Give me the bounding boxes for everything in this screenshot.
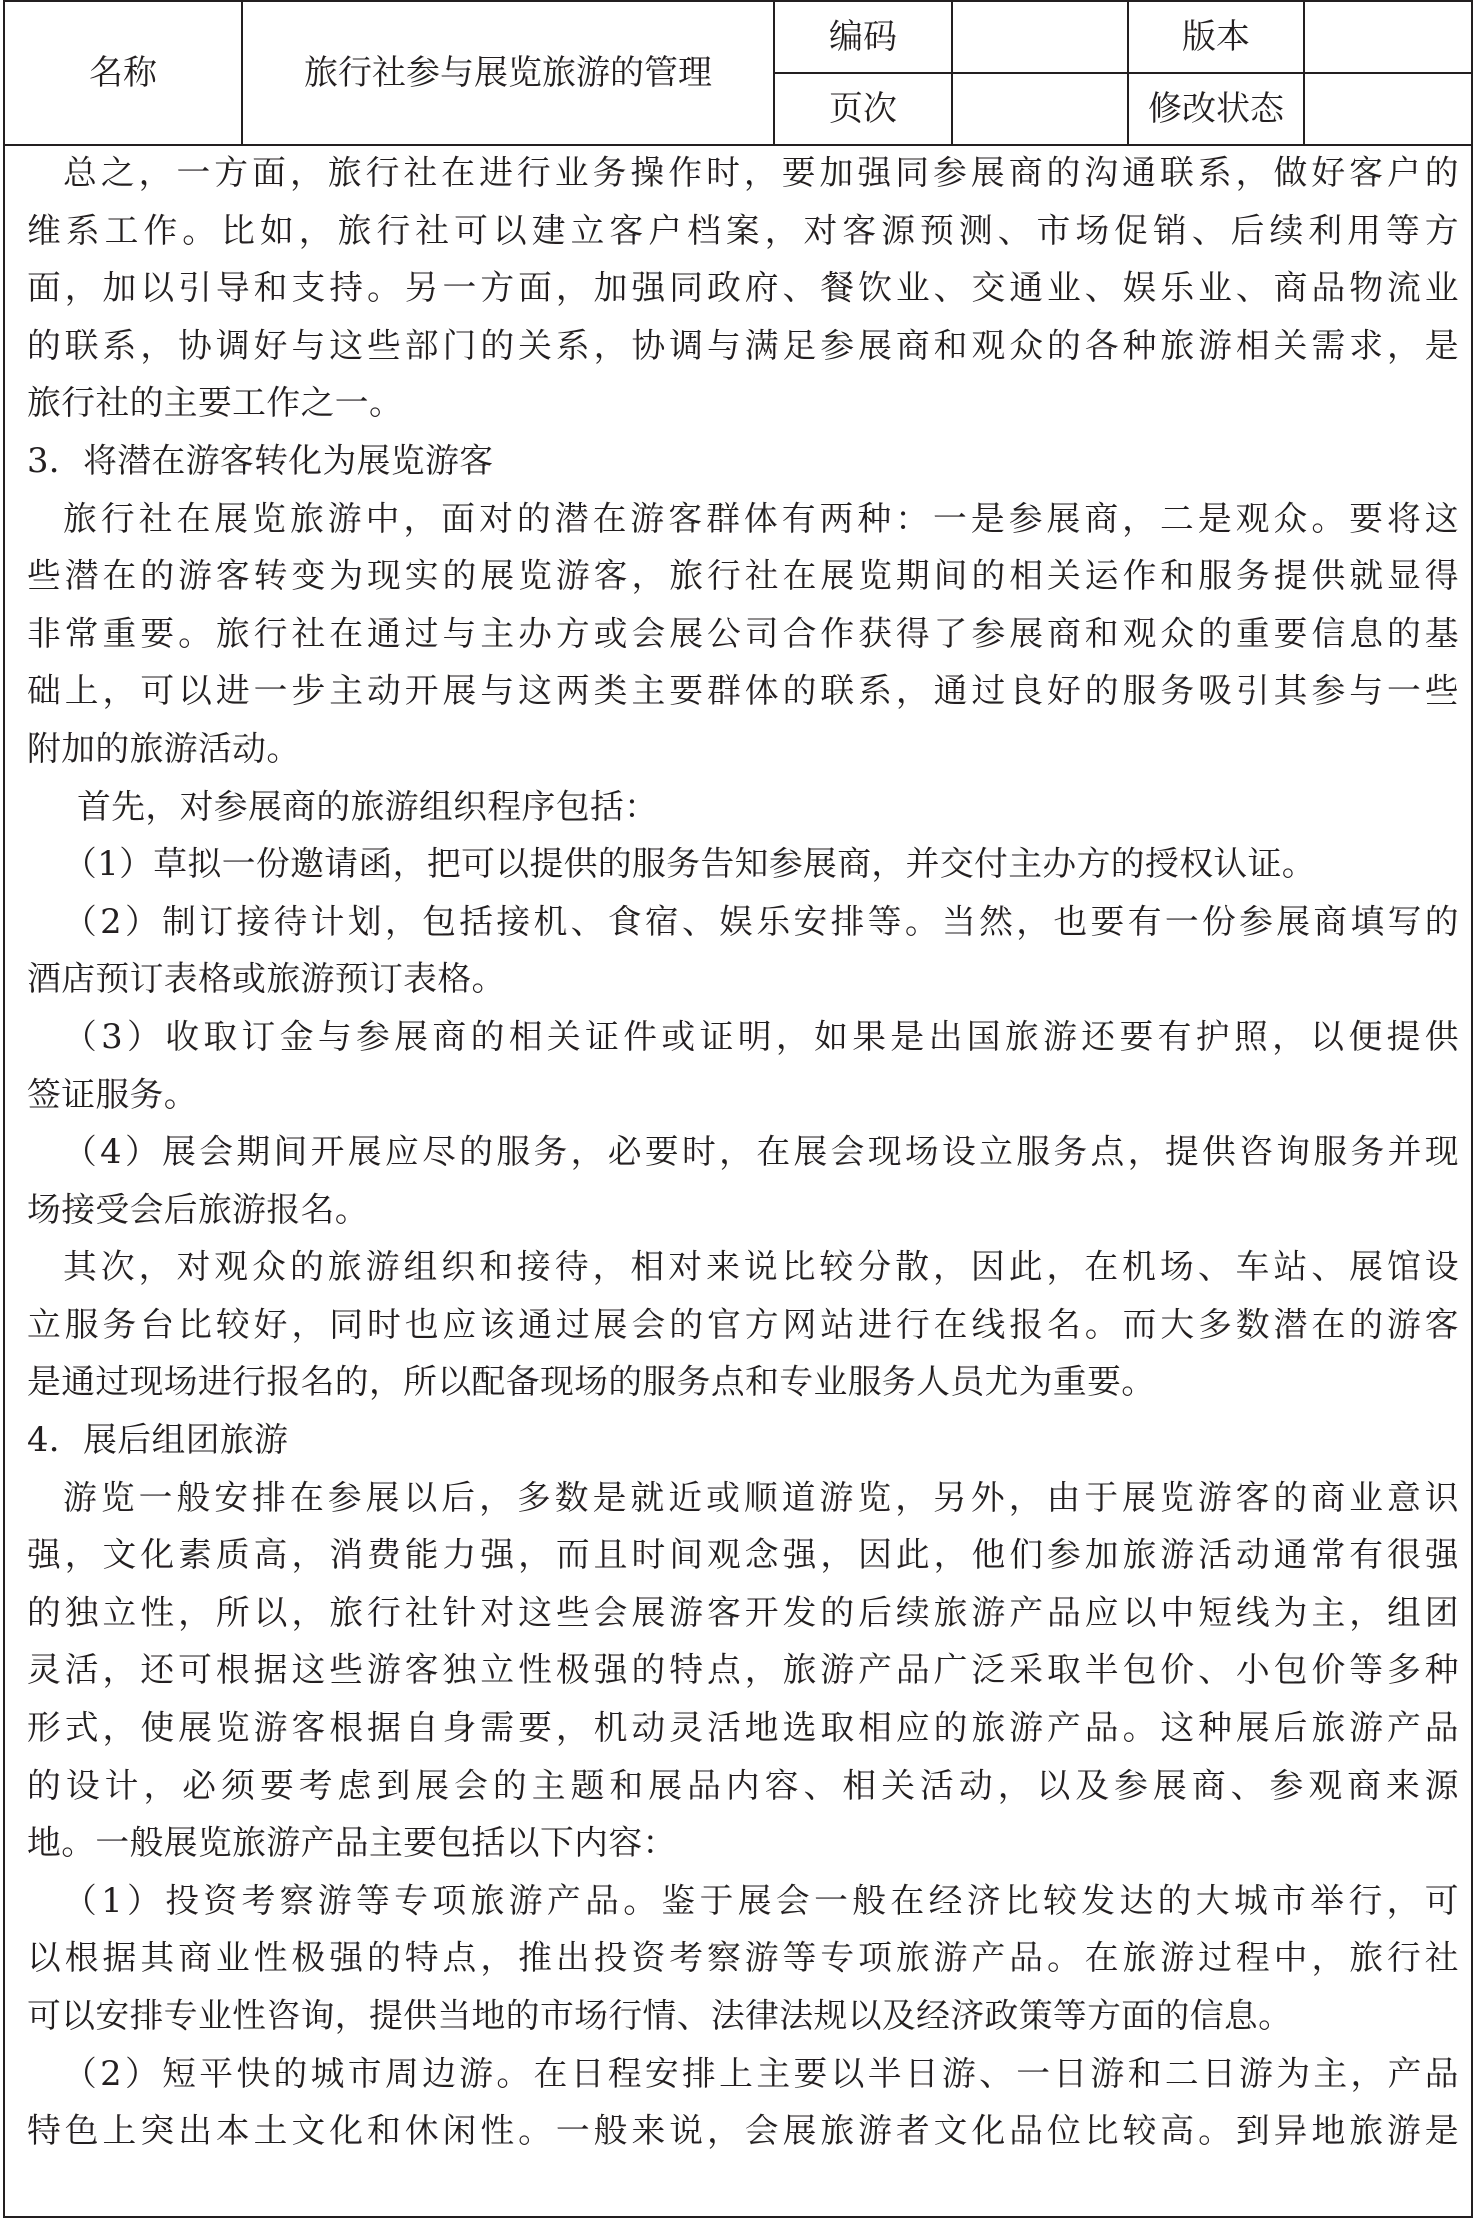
text-line: 签证服务。 bbox=[27, 1074, 198, 1114]
text-line: 游览一般安排在参展以后，多数是就近或顺道游览，另外，由于展览游客的商业意识 bbox=[63, 1477, 1459, 1517]
code-label: 编码 bbox=[829, 17, 897, 57]
text-line: （1）投资考察游等专项旅游产品。鉴于展会一般在经济比较发达的大城市举行，可 bbox=[63, 1880, 1459, 1920]
document-page bbox=[3, 0, 1473, 2218]
page-label: 页次 bbox=[829, 89, 897, 129]
text-line: 灵活，还可根据这些游客独立性极强的特点，旅游产品广泛采取半包价、小包价等多种 bbox=[27, 1650, 1459, 1690]
text-line: 总之，一方面，旅行社在进行业务操作时，要加强同参展商的沟通联系，做好客户的 bbox=[63, 153, 1459, 192]
text-line: 地。一般展览旅游产品主要包括以下内容： bbox=[27, 1823, 677, 1863]
document-title: 旅行社参与展览旅游的管理 bbox=[304, 53, 712, 93]
section-heading: 3．将潜在游客转化为展览游客 bbox=[27, 440, 494, 480]
version-value bbox=[1305, 2, 1471, 72]
name-label: 名称 bbox=[89, 53, 157, 93]
text-line: 面，加以引导和支持。另一方面，加强同政府、餐饮业、交通业、娱乐业、商品物流业 bbox=[27, 268, 1459, 308]
text-line: 的独立性，所以，旅行社针对这些会展游客开发的后续旅游产品应以中短线为主，组团 bbox=[27, 1592, 1459, 1632]
header-table bbox=[5, 2, 1471, 146]
text-line: 附加的旅游活动。 bbox=[27, 728, 301, 768]
text-line: 立服务台比较好，同时也应该通过展会的官方网站进行在线报名。而大多数潜在的游客 bbox=[27, 1304, 1459, 1344]
text-line: 旅行社在展览旅游中，面对的潜在游客群体有两种：一是参展商，二是观众。要将这 bbox=[63, 498, 1459, 538]
text-line: 可以安排专业性咨询，提供当地的市场行情、法律法规以及经济政策等方面的信息。 bbox=[27, 1996, 1293, 2035]
text-line: 些潜在的游客转变为现实的展览游客，旅行社在展览期间的相关运作和服务提供就显得 bbox=[27, 556, 1459, 596]
text-line: 强，文化素质高，消费能力强，而且时间观念强，因此，他们参加旅游活动通常有很强 bbox=[27, 1535, 1459, 1575]
text-line: 以根据其商业性极强的特点，推出投资考察游等专项旅游产品。在旅游过程中，旅行社 bbox=[27, 1938, 1459, 1978]
text-line: （3）收取订金与参展商的相关证件或证明，如果是出国旅游还要有护照，以便提供 bbox=[63, 1016, 1459, 1056]
text-line: 其次，对观众的旅游组织和接待，相对来说比较分散，因此，在机场、车站、展馆设 bbox=[63, 1247, 1459, 1287]
text-line: 维系工作。比如，旅行社可以建立客户档案，对客源预测、市场促销、后续利用等方 bbox=[27, 210, 1459, 250]
text-line: 是通过现场进行报名的，所以配备现场的服务点和专业服务人员尤为重要。 bbox=[27, 1362, 1156, 1402]
text-line: 特色上突出本土文化和休闲性。一般来说，会展旅游者文化品位比较高。到异地旅游是 bbox=[27, 2111, 1459, 2151]
version-label: 版本 bbox=[1182, 17, 1250, 57]
text-line: 旅行社的主要工作之一。 bbox=[27, 383, 404, 423]
status-value bbox=[1305, 74, 1471, 144]
text-line: （2）制订接待计划，包括接机、食宿、娱乐安排等。当然，也要有一份参展商填写的 bbox=[63, 901, 1459, 941]
text-line: 础上，可以进一步主动开展与这两类主要群体的联系，通过良好的服务吸引其参与一些 bbox=[27, 671, 1459, 711]
code-value bbox=[953, 2, 1127, 72]
text-line: （4）展会期间开展应尽的服务，必要时，在展会现场设立服务点，提供咨询服务并现 bbox=[63, 1132, 1459, 1172]
text-line: 首先，对参展商的旅游组织程序包括： bbox=[77, 786, 659, 826]
text-line: 形式，使展览游客根据自身需要，机动灵活地选取相应的旅游产品。这种展后旅游产品 bbox=[27, 1708, 1459, 1748]
text-line: 的设计，必须要考虑到展会的主题和展品内容、相关活动，以及参展商、参观商来源 bbox=[27, 1765, 1459, 1805]
text-line: （2）短平快的城市周边游。在日程安排上主要以半日游、一日游和二日游为主，产品 bbox=[63, 2053, 1459, 2093]
text-line: 酒店预订表格或旅游预订表格。 bbox=[27, 959, 506, 999]
text-line: 非常重要。旅行社在通过与主办方或会展公司合作获得了参展商和观众的重要信息的基 bbox=[27, 613, 1459, 653]
text-line: 的联系，协调好与这些部门的关系，协调与满足参展商和观众的各种旅游相关需求，是 bbox=[27, 325, 1459, 365]
text-line: 场接受会后旅游报名。 bbox=[27, 1189, 369, 1229]
status-label: 修改状态 bbox=[1148, 89, 1284, 129]
text-line: （1）草拟一份邀请函，把可以提供的服务告知参展商，并交付主办方的授权认证。 bbox=[63, 844, 1316, 884]
section-heading: 4．展后组团旅游 bbox=[27, 1420, 289, 1460]
document-body bbox=[27, 144, 1459, 2160]
page-value bbox=[953, 74, 1127, 144]
